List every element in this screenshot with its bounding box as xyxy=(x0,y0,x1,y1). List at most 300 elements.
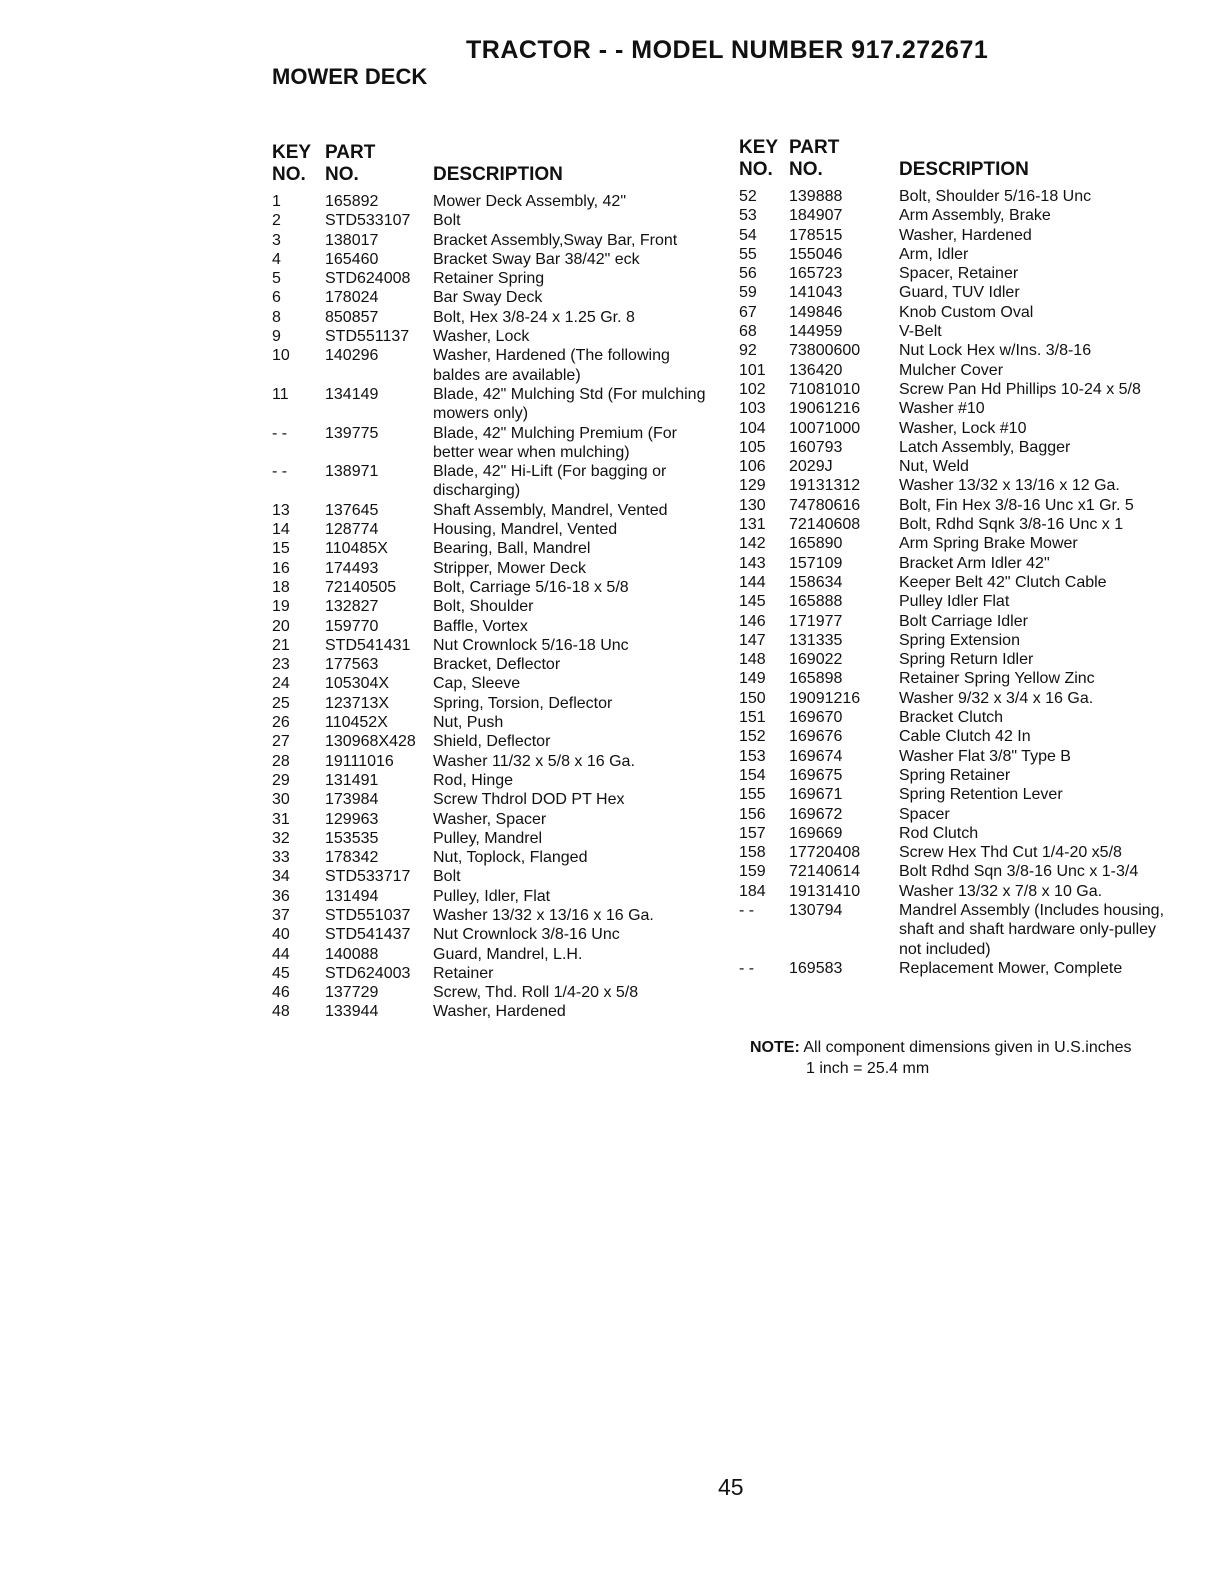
part-no-cell: 141043 xyxy=(789,284,843,302)
table-row xyxy=(272,713,712,732)
key-no-cell: 45 xyxy=(272,964,290,982)
key-no-cell: 8 xyxy=(272,308,281,326)
table-row xyxy=(272,539,712,558)
description-cell: Bearing, Ball, Mandrel xyxy=(433,540,591,558)
table-row xyxy=(739,612,1179,631)
key-no-cell: 3 xyxy=(272,231,281,249)
key-no-cell: 53 xyxy=(739,207,757,225)
part-no-cell: 178342 xyxy=(325,849,379,867)
description-cell: Spring Extension xyxy=(899,631,1020,649)
description-cell: Replacement Mower, Complete xyxy=(899,959,1123,977)
table-row xyxy=(272,829,712,848)
description-cell: Nut Crownlock 5/16-18 Unc xyxy=(433,636,629,654)
key-no-cell: 67 xyxy=(739,303,757,321)
key-header: KEY xyxy=(739,137,779,158)
table-row xyxy=(272,211,712,230)
key-no-cell: 4 xyxy=(272,250,281,268)
table-row xyxy=(272,308,712,327)
part-no-cell: 169583 xyxy=(789,959,843,977)
key-no-cell: 46 xyxy=(272,984,290,1002)
table-row xyxy=(739,476,1179,495)
part-no-cell: 169669 xyxy=(789,824,843,842)
table-row xyxy=(739,766,1179,785)
description-header: DESCRIPTION xyxy=(899,159,1029,180)
key-no-cell: 54 xyxy=(739,226,757,244)
key-no-cell: 34 xyxy=(272,868,290,886)
description-cell: Retainer Spring xyxy=(433,270,545,288)
description-cell: Nut, Push xyxy=(433,714,504,732)
description-cell: Bolt, Rdhd Sqnk 3/8-16 Unc x 1 xyxy=(899,516,1124,534)
part-no-cell: 149846 xyxy=(789,303,843,321)
description-cell: Nut, Toplock, Flanged xyxy=(433,849,588,867)
description-cell: Spacer, Retainer xyxy=(899,265,1019,283)
table-row xyxy=(272,848,712,867)
note-label: NOTE: xyxy=(750,1039,800,1056)
part-no-header: NO. xyxy=(325,164,359,185)
part-no-cell: 110452X xyxy=(325,714,388,732)
key-no-cell: 157 xyxy=(739,824,766,842)
key-no-cell: 36 xyxy=(272,887,290,905)
key-no-cell: - - xyxy=(739,901,755,919)
table-row xyxy=(272,288,712,307)
part-no-cell: 171977 xyxy=(789,612,843,630)
key-no-cell: 102 xyxy=(739,380,766,398)
part-no-cell: 73800600 xyxy=(789,342,861,360)
description-cell: Shaft Assembly, Mandrel, Vented xyxy=(433,501,668,519)
table-row xyxy=(272,732,712,751)
table-row xyxy=(272,964,712,983)
table-row xyxy=(739,206,1179,225)
key-no-cell: 149 xyxy=(739,670,766,688)
part-no-cell: 19111016 xyxy=(325,752,394,770)
key-no-cell: 40 xyxy=(272,926,290,944)
page-title: TRACTOR - - MODEL NUMBER 917.272671 xyxy=(466,36,989,64)
description-cell: Knob Custom Oval xyxy=(899,303,1034,321)
part-no-cell: 19131410 xyxy=(789,882,861,900)
part-no-cell: 169022 xyxy=(789,651,843,669)
key-no-cell: 146 xyxy=(739,612,766,630)
part-no-cell: 138017 xyxy=(325,231,379,249)
part-no-cell: 165892 xyxy=(325,193,379,210)
description-cell: Washer 11/32 x 5/8 x 16 Ga. xyxy=(433,752,635,770)
part-no-cell: 72140614 xyxy=(789,863,861,881)
description-cell: Washer 9/32 x 3/4 x 16 Ga. xyxy=(899,689,1094,707)
part-no-cell: 72140608 xyxy=(789,516,861,534)
description-cell: Bolt, Carriage 5/16-18 x 5/8 xyxy=(433,578,629,596)
key-no-cell: 24 xyxy=(272,675,290,693)
part-no-cell: 174493 xyxy=(325,559,379,577)
section-subtitle: MOWER DECK xyxy=(272,64,428,89)
key-no-cell: 153 xyxy=(739,747,766,765)
part-no-cell: 165723 xyxy=(789,265,843,283)
description-cell: Shield, Deflector xyxy=(433,733,551,751)
part-header: PART xyxy=(789,137,840,158)
table-row xyxy=(272,752,712,771)
table-row xyxy=(739,862,1179,881)
description-cell: Washer, Spacer xyxy=(433,810,547,828)
part-no-cell: 169675 xyxy=(789,766,843,784)
part-no-cell: 165890 xyxy=(789,535,843,553)
table-row xyxy=(272,1002,712,1021)
description-cell: Rod, Hinge xyxy=(433,771,514,789)
key-no-cell: 14 xyxy=(272,521,290,539)
part-header: PART xyxy=(325,142,376,163)
part-no-cell: STD551037 xyxy=(325,906,411,924)
key-no-cell: 30 xyxy=(272,791,290,809)
table-row xyxy=(272,346,712,385)
key-no-cell: 11 xyxy=(272,385,289,403)
part-no-cell: 123713X xyxy=(325,694,390,712)
part-no-cell: 131491 xyxy=(325,771,379,789)
table-row xyxy=(739,727,1179,746)
table-row xyxy=(272,790,712,809)
description-cell: Mower Deck Assembly, 42" xyxy=(433,193,626,210)
part-no-cell: STD533717 xyxy=(325,868,411,886)
description-cell: Washer 13/32 x 13/16 x 12 Ga. xyxy=(899,477,1120,495)
key-no-cell: 15 xyxy=(272,540,290,558)
table-row xyxy=(272,250,712,269)
description-cell: Spring, Torsion, Deflector xyxy=(433,694,613,712)
key-no-cell: 148 xyxy=(739,651,766,669)
key-no-cell: 26 xyxy=(272,714,290,732)
table-row xyxy=(739,824,1179,843)
part-no-cell: STD533107 xyxy=(325,212,411,230)
description-cell: Cap, Sleeve xyxy=(433,675,521,693)
part-no-cell: STD624008 xyxy=(325,270,411,288)
part-no-cell: 71081010 xyxy=(789,380,861,398)
description-cell: Housing, Mandrel, Vented xyxy=(433,521,618,539)
description-cell: Bracket Arm Idler 42" xyxy=(899,554,1050,572)
description-cell: Screw Thdrol DOD PT Hex xyxy=(433,791,625,809)
description-cell: Blade, 42" Mulching Std (For mulching mowers only) xyxy=(433,385,706,423)
key-no-cell: - - xyxy=(739,959,755,977)
table-row xyxy=(739,843,1179,862)
part-no-cell: 134149 xyxy=(325,385,379,403)
note-text: All component dimensions given in U.S.inches xyxy=(803,1039,1132,1056)
part-no-cell: STD541431 xyxy=(325,636,411,654)
table-row xyxy=(739,882,1179,901)
part-no-cell: 165888 xyxy=(789,593,843,611)
key-no-cell: 105 xyxy=(739,438,766,456)
parts-table-left xyxy=(272,142,712,1022)
description-cell: Keeper Belt 42" Clutch Cable xyxy=(899,573,1107,591)
table-row xyxy=(739,631,1179,650)
part-no-cell: 140296 xyxy=(325,347,379,365)
key-no-cell: 5 xyxy=(272,270,281,288)
table-row xyxy=(739,380,1179,399)
description-cell: Bolt, Hex 3/8-24 x 1.25 Gr. 8 xyxy=(433,308,635,326)
description-cell: Nut Crownlock 3/8-16 Unc xyxy=(433,926,620,944)
description-cell: Arm, Idler xyxy=(899,245,969,263)
table-row xyxy=(739,901,1179,959)
description-cell: Mulcher Cover xyxy=(899,361,1004,379)
description-cell: V-Belt xyxy=(899,323,942,341)
table-row xyxy=(739,322,1179,341)
description-cell: Arm Assembly, Brake xyxy=(899,207,1051,225)
key-no-cell: 21 xyxy=(272,636,290,654)
part-no-cell: 130968X428 xyxy=(325,733,416,751)
key-no-cell: 106 xyxy=(739,458,766,476)
key-no-cell: 9 xyxy=(272,328,281,346)
part-no-cell: 72140505 xyxy=(325,578,397,596)
key-no-cell: - - xyxy=(272,463,288,481)
table-row xyxy=(272,945,712,964)
table-row xyxy=(272,192,712,211)
key-no-cell: 154 xyxy=(739,766,766,784)
part-no-cell: 17720408 xyxy=(789,844,861,862)
table-row xyxy=(739,805,1179,824)
part-no-cell: 169674 xyxy=(789,747,843,765)
table-row xyxy=(739,399,1179,418)
table-row xyxy=(272,559,712,578)
table-row xyxy=(739,226,1179,245)
part-no-cell: 158634 xyxy=(789,573,843,591)
part-no-cell: 159770 xyxy=(325,617,379,635)
part-no-cell: 130794 xyxy=(789,901,843,919)
table-row xyxy=(272,327,712,346)
table-row xyxy=(739,303,1179,322)
table-row xyxy=(739,554,1179,573)
description-cell: Retainer Spring Yellow Zinc xyxy=(899,670,1095,688)
description-cell: Bolt Rdhd Sqn 3/8-16 Unc x 1-3/4 xyxy=(899,863,1139,881)
table-row xyxy=(739,245,1179,264)
key-no-cell: 151 xyxy=(739,709,766,727)
key-no-cell: 144 xyxy=(739,573,766,591)
table-row xyxy=(739,708,1179,727)
part-no-cell: 155046 xyxy=(789,245,843,263)
key-no-cell: 20 xyxy=(272,617,290,635)
part-no-cell: 10071000 xyxy=(789,419,861,437)
part-no-cell: 139888 xyxy=(789,188,843,205)
part-no-cell: 132827 xyxy=(325,598,379,616)
description-cell: Retainer xyxy=(433,964,494,982)
key-no-cell: 103 xyxy=(739,400,766,418)
key-no-cell: 13 xyxy=(272,501,290,519)
parts-table-right xyxy=(739,137,1179,978)
description-cell: Blade, 42" Hi-Lift (For bagging or discharging) xyxy=(433,463,667,500)
description-cell: Blade, 42" Mulching Premium (For better wear when mulching) xyxy=(433,424,677,461)
table-row xyxy=(272,867,712,886)
key-no-cell: 2 xyxy=(272,212,281,230)
key-no-cell: 31 xyxy=(272,810,290,828)
table-row xyxy=(272,462,712,501)
key-no-cell: 48 xyxy=(272,1003,290,1021)
description-cell: Washer 13/32 x 13/16 x 16 Ga. xyxy=(433,906,654,924)
table-row xyxy=(272,617,712,636)
description-cell: Pulley Idler Flat xyxy=(899,593,1010,611)
part-no-header: NO. xyxy=(789,159,823,180)
table-row xyxy=(739,457,1179,476)
description-header: DESCRIPTION xyxy=(433,164,563,185)
part-no-cell: 19061216 xyxy=(789,400,861,418)
table-row xyxy=(739,650,1179,669)
table-row xyxy=(272,578,712,597)
table-row xyxy=(739,341,1179,360)
table-row xyxy=(272,424,712,463)
key-no-cell: 27 xyxy=(272,733,290,751)
description-cell: Mandrel Assembly (Includes housing, shaft and shaft hardware only-pulley not included) xyxy=(899,901,1165,958)
part-no-cell: 160793 xyxy=(789,438,843,456)
part-no-cell: 2029J xyxy=(789,458,833,476)
key-header: KEY xyxy=(272,142,312,163)
part-no-cell: 129963 xyxy=(325,810,379,828)
description-cell: Baffle, Vortex xyxy=(433,617,528,635)
key-no-cell: 33 xyxy=(272,849,290,867)
key-no-cell: 18 xyxy=(272,578,290,596)
description-cell: Bracket, Deflector xyxy=(433,656,561,674)
key-no-cell: 131 xyxy=(739,516,766,534)
key-no-cell: 25 xyxy=(272,694,290,712)
description-cell: Spring Return Idler xyxy=(899,651,1034,669)
description-cell: Pulley, Idler, Flat xyxy=(433,887,551,905)
key-no-cell: - - xyxy=(272,424,288,442)
description-cell: Bolt xyxy=(433,868,461,886)
key-no-cell: 145 xyxy=(739,593,766,611)
table-row xyxy=(272,385,712,424)
description-cell: Bracket Assembly,Sway Bar, Front xyxy=(433,231,678,249)
description-cell: Screw, Thd. Roll 1/4-20 x 5/8 xyxy=(433,984,639,1002)
part-no-cell: 19091216 xyxy=(789,689,861,707)
key-no-cell: 156 xyxy=(739,805,766,823)
key-no-cell: 1 xyxy=(272,193,281,210)
key-no-cell: 130 xyxy=(739,496,766,514)
description-cell: Latch Assembly, Bagger xyxy=(899,438,1071,456)
table-row xyxy=(739,747,1179,766)
table-row xyxy=(272,520,712,539)
part-no-cell: STD624003 xyxy=(325,964,411,982)
table-row xyxy=(739,283,1179,302)
part-no-cell: 169671 xyxy=(789,786,843,804)
part-no-cell: 139775 xyxy=(325,424,379,442)
table-row xyxy=(739,361,1179,380)
table-row xyxy=(739,496,1179,515)
key-no-cell: 52 xyxy=(739,188,757,205)
key-no-cell: 68 xyxy=(739,323,757,341)
description-cell: Spacer xyxy=(899,805,950,823)
key-no-cell: 143 xyxy=(739,554,766,572)
table-row xyxy=(272,231,712,250)
description-cell: Bolt, Shoulder 5/16-18 Unc xyxy=(899,188,1092,205)
table-row xyxy=(739,669,1179,688)
table-row xyxy=(272,771,712,790)
key-no-cell: 147 xyxy=(739,631,766,649)
part-no-cell: 178515 xyxy=(789,226,843,244)
part-no-cell: 177563 xyxy=(325,656,379,674)
part-no-cell: 74780616 xyxy=(789,496,861,514)
table-row xyxy=(739,515,1179,534)
key-no-header: NO. xyxy=(739,159,773,180)
table-row xyxy=(739,573,1179,592)
table-row xyxy=(739,689,1179,708)
table-row xyxy=(739,534,1179,553)
table-row xyxy=(272,269,712,288)
table-row xyxy=(272,810,712,829)
part-no-cell: 153535 xyxy=(325,829,379,847)
key-no-cell: 29 xyxy=(272,771,290,789)
description-cell: Bar Sway Deck xyxy=(433,289,543,307)
part-no-cell: 137729 xyxy=(325,984,379,1002)
key-no-cell: 104 xyxy=(739,419,766,437)
part-no-cell: 110485X xyxy=(325,540,388,558)
description-cell: Bracket Clutch xyxy=(899,709,1004,727)
table-row xyxy=(739,959,1179,978)
key-no-cell: 159 xyxy=(739,863,766,881)
key-no-cell: 23 xyxy=(272,656,290,674)
key-no-cell: 101 xyxy=(739,361,766,379)
part-no-cell: 137645 xyxy=(325,501,379,519)
description-cell: Cable Clutch 42 In xyxy=(899,728,1031,746)
key-no-cell: 184 xyxy=(739,882,766,900)
description-cell: Washer #10 xyxy=(899,400,985,418)
description-cell: Bracket Sway Bar 38/42" eck xyxy=(433,250,640,268)
key-no-cell: 37 xyxy=(272,906,290,924)
part-no-cell: 165898 xyxy=(789,670,843,688)
key-no-cell: 55 xyxy=(739,245,757,263)
description-cell: Nut, Weld xyxy=(899,458,969,476)
part-no-cell: 136420 xyxy=(789,361,843,379)
description-cell: Guard, TUV Idler xyxy=(899,284,1020,302)
key-no-cell: 19 xyxy=(272,598,290,616)
table-row xyxy=(739,187,1179,206)
table-row xyxy=(272,887,712,906)
part-no-cell: 133944 xyxy=(325,1003,379,1021)
part-no-cell: 138971 xyxy=(325,463,379,481)
key-no-cell: 129 xyxy=(739,477,766,495)
part-no-cell: STD541437 xyxy=(325,926,411,944)
table-row xyxy=(272,694,712,713)
part-no-cell: 169670 xyxy=(789,709,843,727)
description-cell: Stripper, Mower Deck xyxy=(433,559,586,577)
table-row xyxy=(272,636,712,655)
description-cell: Screw Hex Thd Cut 1/4-20 x5/8 xyxy=(899,844,1122,862)
description-cell: Bolt xyxy=(433,212,461,230)
part-no-cell: 19131312 xyxy=(789,477,861,495)
table-row xyxy=(739,438,1179,457)
description-cell: Washer, Hardened xyxy=(433,1003,566,1021)
table-row xyxy=(272,906,712,925)
description-cell: Guard, Mandrel, L.H. xyxy=(433,945,583,963)
part-no-cell: 144959 xyxy=(789,323,843,341)
table-row xyxy=(272,925,712,944)
key-no-header: NO. xyxy=(272,164,306,185)
description-cell: Washer, Lock #10 xyxy=(899,419,1027,437)
table-row xyxy=(272,501,712,520)
description-cell: Spring Retention Lever xyxy=(899,786,1063,804)
description-cell: Screw Pan Hd Phillips 10-24 x 5/8 xyxy=(899,380,1141,398)
key-no-cell: 142 xyxy=(739,535,766,553)
key-no-cell: 16 xyxy=(272,559,290,577)
key-no-cell: 6 xyxy=(272,289,281,307)
description-cell: Nut Lock Hex w/Ins. 3/8-16 xyxy=(899,342,1092,360)
description-cell: Washer Flat 3/8" Type B xyxy=(899,747,1071,765)
table-row xyxy=(739,419,1179,438)
part-no-cell: 165460 xyxy=(325,250,379,268)
key-no-cell: 59 xyxy=(739,284,757,302)
part-no-cell: 157109 xyxy=(789,554,843,572)
key-no-cell: 155 xyxy=(739,786,766,804)
note-conversion: 1 inch = 25.4 mm xyxy=(806,1060,930,1077)
key-no-cell: 28 xyxy=(272,752,290,770)
table-row xyxy=(272,597,712,616)
key-no-cell: 92 xyxy=(739,342,757,360)
table-row xyxy=(739,264,1179,283)
description-cell: Arm Spring Brake Mower xyxy=(899,535,1078,553)
description-cell: Washer, Lock xyxy=(433,328,530,346)
table-row xyxy=(272,655,712,674)
part-no-cell: 169672 xyxy=(789,805,843,823)
dimension-note xyxy=(750,1037,1132,1079)
table-row xyxy=(272,674,712,693)
